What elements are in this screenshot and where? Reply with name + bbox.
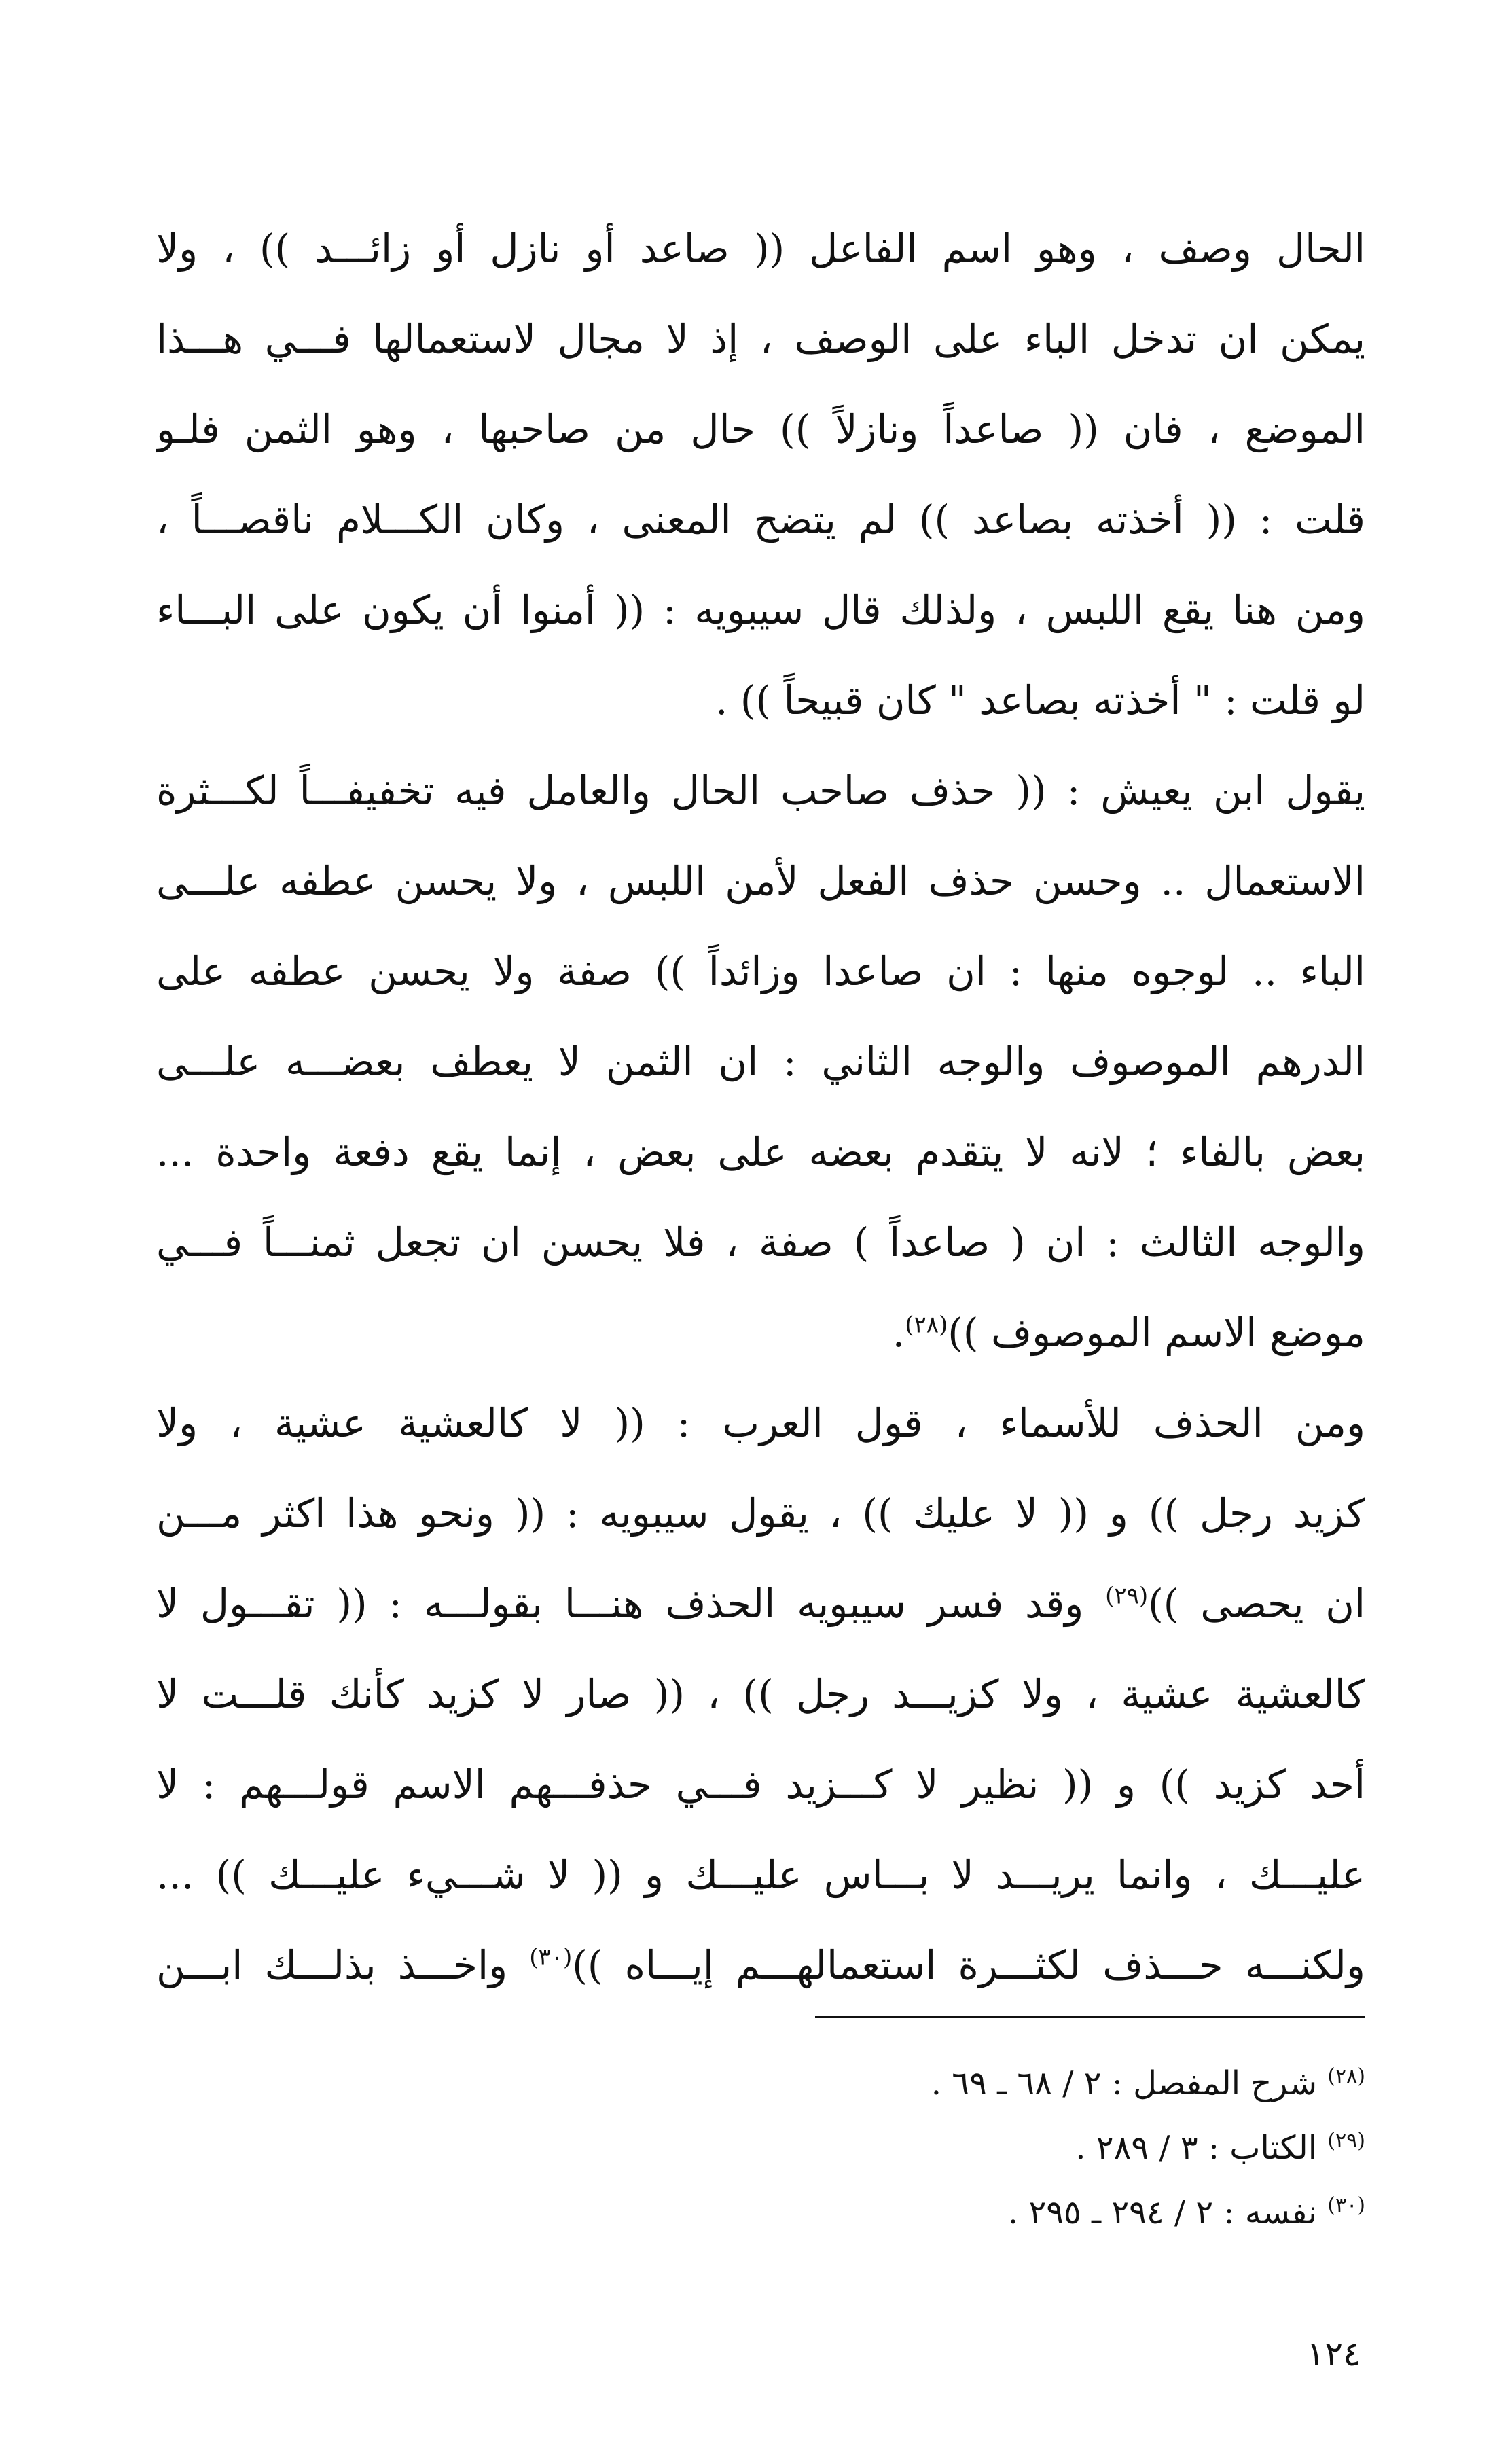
footnote-marker: (٢٩) — [1327, 2129, 1365, 2153]
text-line — [156, 1559, 1365, 1649]
text-line: الحال وصف ، وهو اسم الفاعل (( صاعد أو نازل أو زائـــد )) ، ولا — [156, 226, 1365, 272]
footnote-marker: (٣٠) — [1327, 2193, 1365, 2217]
text-line: الباء .. لوجوه منها : ان صاعدا وزائداً )) صفة ولا يحسن عطفه على — [156, 948, 1365, 994]
text-line: كالعشية عشية ، ولا كزيـــد رجل )) ، (( صار لا كزيد كأنك قلـــت لا — [156, 1671, 1365, 1717]
text-line — [156, 1920, 1365, 2011]
text-line: ومن الحذف للأسماء ، قول العرب : (( لا كالعشية عشية ، ولا — [156, 1400, 1365, 1446]
text-line: الدرهم الموصوف والوجه الثاني : ان الثمن لا يعطف بعضـــه علـــى — [156, 1039, 1365, 1085]
text-line: الموضع ، فان (( صاعداً ونازلاً )) حال من صاحبها ، وهو الثمن فلـو — [156, 406, 1365, 452]
text-segment: موضع الاسم الموصوف )) — [948, 1310, 1365, 1356]
footnote-28 — [931, 2051, 1365, 2116]
footnote-29 — [931, 2116, 1365, 2181]
footnote-marker: (٢٨) — [1327, 2064, 1365, 2088]
footnote-30 — [931, 2181, 1365, 2245]
text-line: كزيد رجل )) و (( لا عليك )) ، يقول سيبويه : (( ونحو هذا اكثر مـــن — [156, 1490, 1365, 1537]
page-number: ١٢٤ — [1306, 2334, 1361, 2373]
text-segment: ولكنـــه حـــذف لكثـــرة استعمالهـــم إيـــاه )) — [572, 1942, 1365, 1988]
text-line: ومن هنا يقع اللبس ، ولذلك قال سيبويه : (( أمنوا أن يكون على البـــاء — [156, 587, 1365, 633]
footnote-text: الكتاب : ٣ / ٢٨٩ . — [1075, 2129, 1318, 2167]
footnotes — [931, 2051, 1365, 2245]
text-line: بعض بالفاء ؛ لانه لا يتقدم بعضه على بعض ، إنما يقع دفعة واحدة ... — [156, 1129, 1365, 1175]
text-line: الاستعمال .. وحسن حذف الفعل لأمن اللبس ، ولا يحسن عطفه علـــى — [156, 858, 1365, 904]
body-text — [156, 204, 1365, 2011]
text-line: لو قلت : " أخذته بصاعد " كان قبيحاً )) . — [715, 677, 1365, 723]
footnote-ref-28: (٢٨) — [905, 1311, 948, 1339]
text-line: موضع الاسم الموصوف ))$^{(٢٨)}$. — [892, 1310, 1365, 1356]
text-line: أحد كزيد )) و (( نظير لا كـــزيد فـــي حذفـــهم الاسم قولـــهم : لا — [156, 1761, 1365, 1808]
text-line: والوجه الثالث : ان ( صاعداً ) صفة ، فلا يحسن ان تجعل ثمنـــاً فـــي — [156, 1219, 1365, 1266]
footnote-ref-29: (٢٩) — [1105, 1582, 1149, 1610]
text-segment: ان يحصى )) — [1148, 1581, 1365, 1627]
text-segment: وقد فسر سيبويه الحذف هنـــا بقولـــه : (( تقـــول لا — [156, 1581, 1084, 1627]
footnote-text: نفسه : ٢ / ٢٩٤ ـ ٢٩٥ . — [1007, 2193, 1318, 2231]
text-segment: واخـــذ بذلـــك ابـــن — [156, 1942, 508, 1988]
footnote-separator — [815, 2016, 1365, 2018]
text-line: عليـــك ، وانما يريـــد لا بـــاس عليـــك و (( لا شـــيء عليـــك )) ... — [156, 1852, 1365, 1898]
text-line: قلت : (( أخذته بصاعد )) لم يتضح المعنى ، وكان الكـــلام ناقصـــاً ، — [156, 497, 1365, 543]
text-line: يقول ابن يعيش : (( حذف صاحب الحال والعامل فيه تخفيفـــاً لكـــثرة — [156, 768, 1365, 814]
text-line: يمكن ان تدخل الباء على الوصف ، إذ لا مجال لاستعمالها فـــي هـــذا — [156, 316, 1365, 362]
footnote-text: شرح المفصل : ٢ / ٦٨ ـ ٦٩ . — [931, 2064, 1318, 2102]
footnote-ref-30: (٣٠) — [529, 1943, 573, 1971]
